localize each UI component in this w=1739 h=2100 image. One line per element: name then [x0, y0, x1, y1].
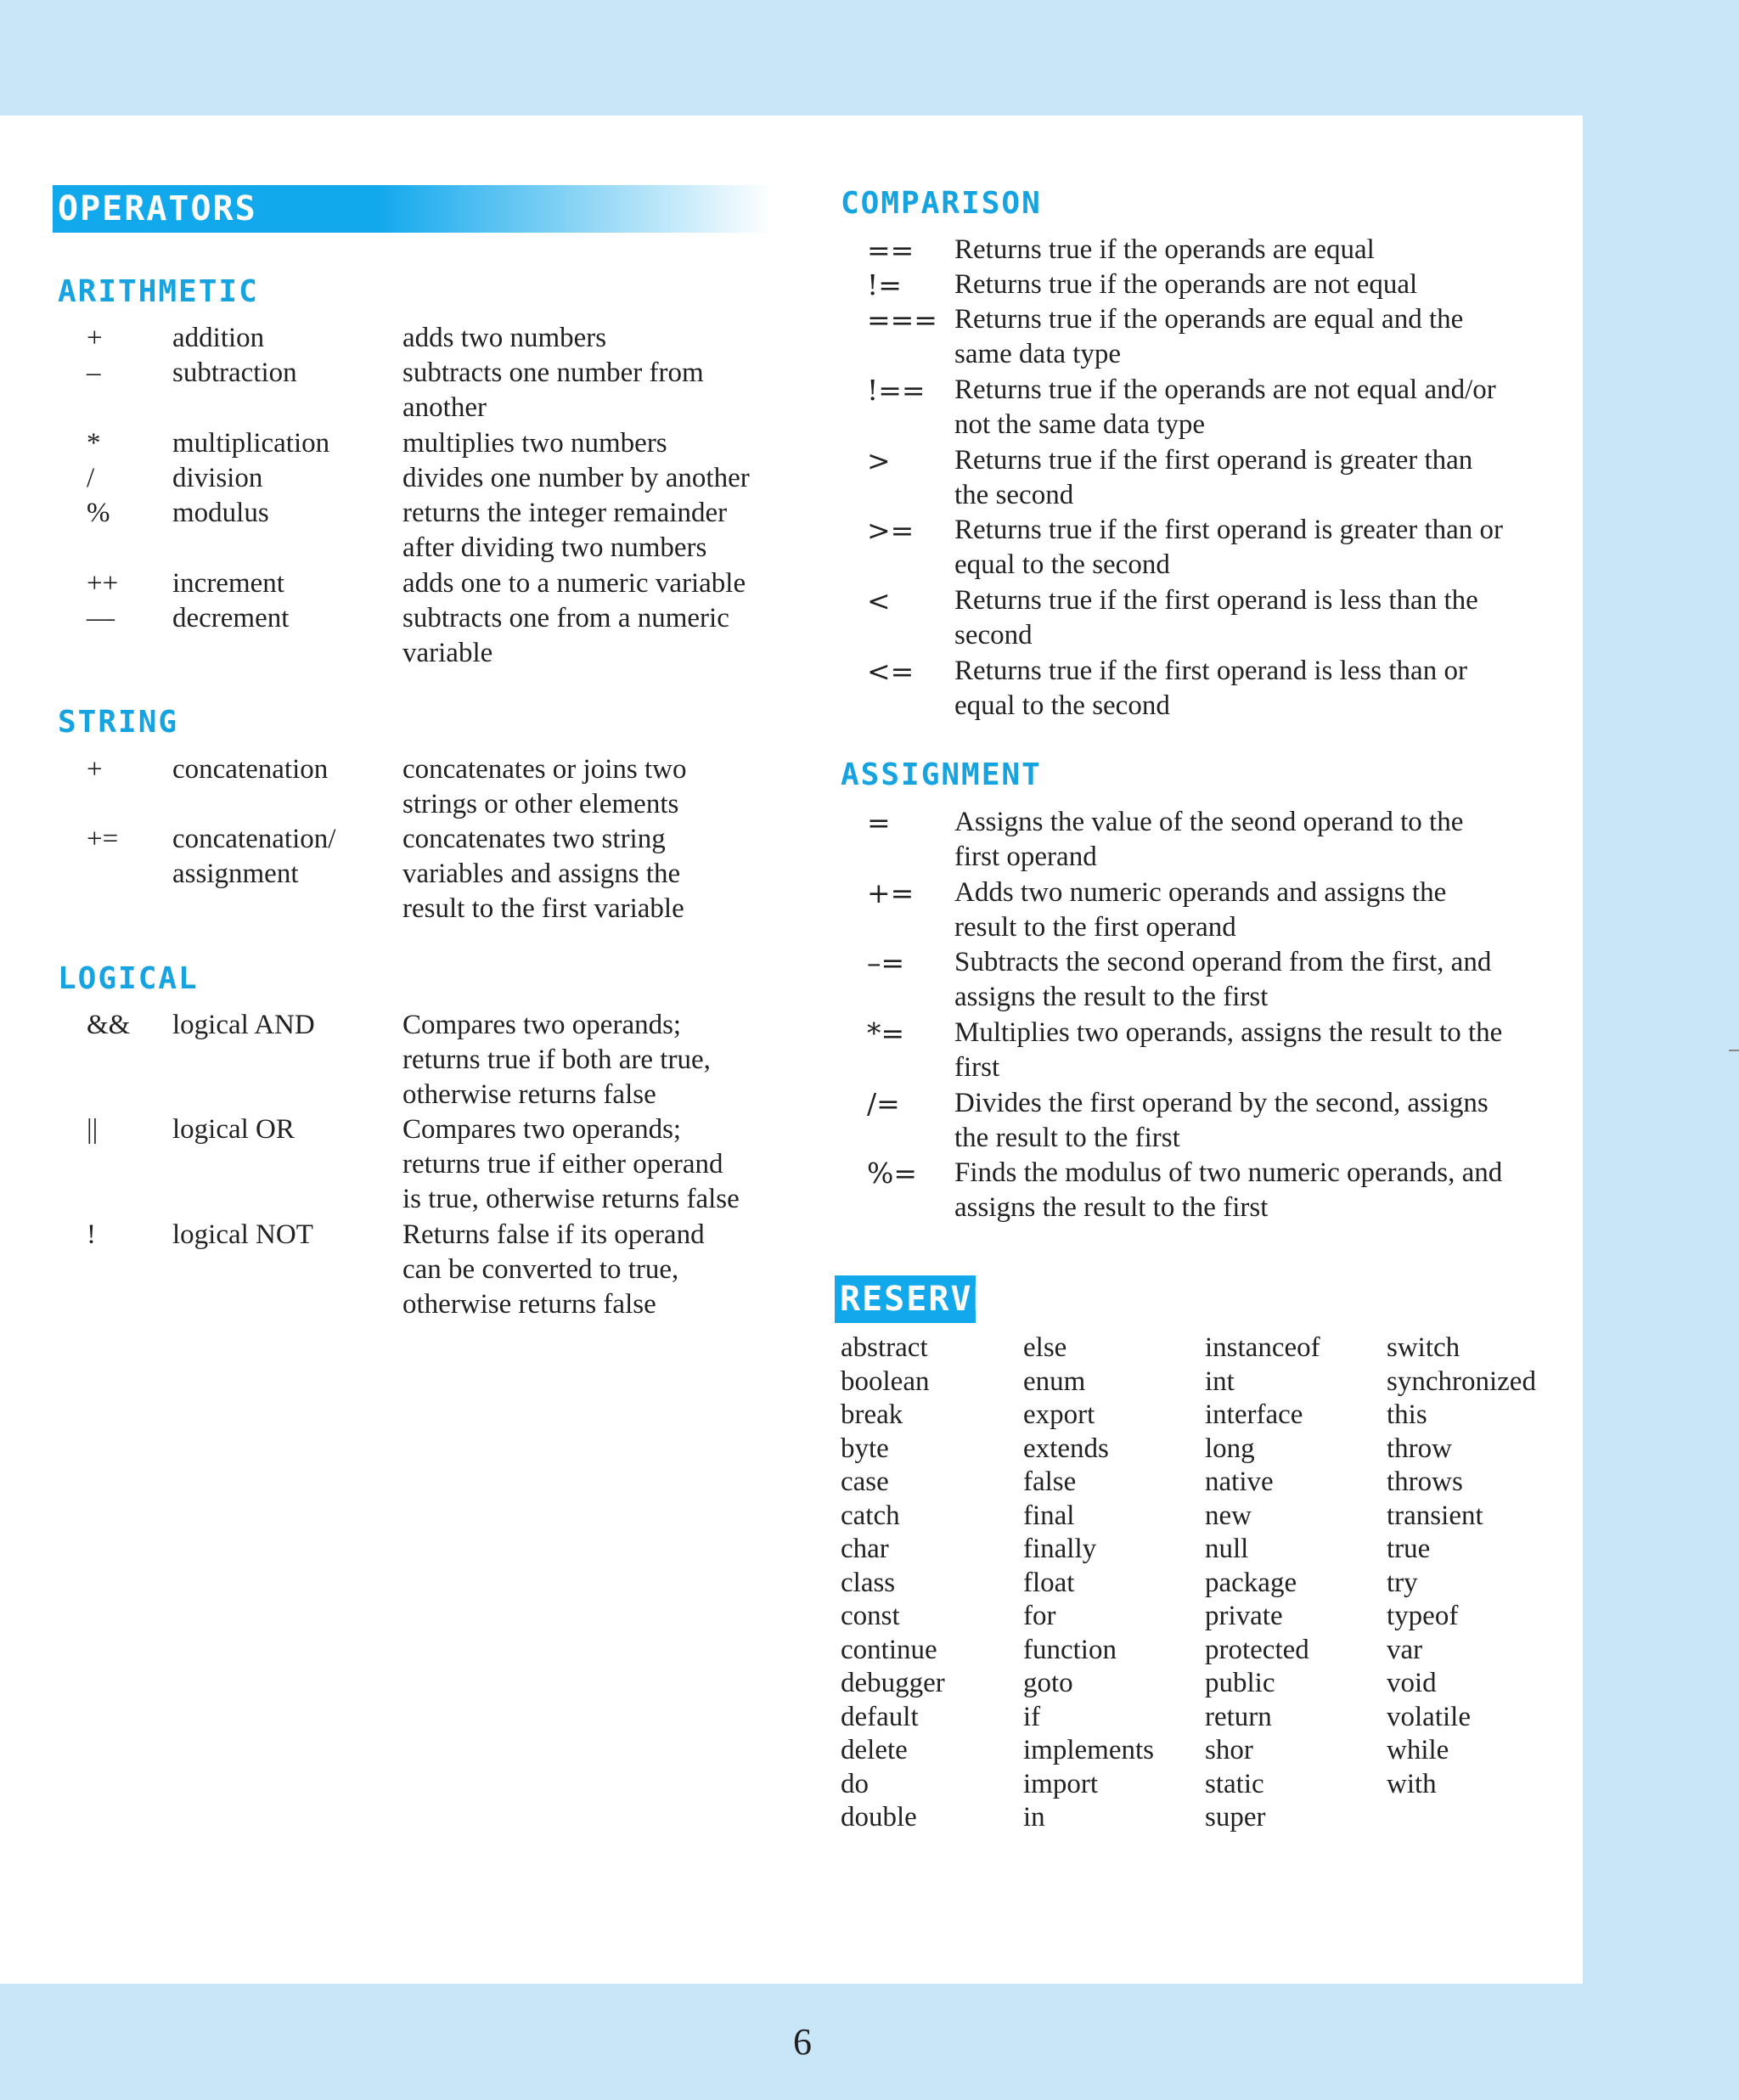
- list-item: return: [1205, 1701, 1272, 1732]
- list-item: finally: [1023, 1534, 1097, 1564]
- list-item: export: [1023, 1399, 1095, 1430]
- list-item: float: [1023, 1567, 1075, 1598]
- list-item: try: [1387, 1567, 1418, 1598]
- list-item: throw: [1387, 1433, 1452, 1464]
- list-item: protected: [1205, 1634, 1309, 1665]
- list-item: long: [1205, 1433, 1255, 1464]
- operator-name: concatenation: [172, 754, 329, 785]
- list-item: catch: [841, 1500, 900, 1531]
- operator-symbol: +=: [867, 876, 915, 909]
- operator-symbol: ==: [867, 234, 915, 267]
- operator-symbol: !: [87, 1219, 96, 1250]
- operator-symbol: !==: [867, 374, 926, 407]
- list-item: with: [1387, 1768, 1437, 1799]
- operator-description: adds one to a numeric variable: [402, 568, 746, 599]
- list-item: shor: [1205, 1735, 1253, 1765]
- list-item: extends: [1023, 1433, 1109, 1464]
- reserved-words-banner: [835, 1275, 1151, 1323]
- operator-description: adds two numbers: [402, 323, 607, 353]
- operator-description: Returns true if the operands are equal and the same data type: [954, 304, 1464, 369]
- operator-symbol: –=: [867, 946, 905, 979]
- operator-symbol: *: [87, 428, 101, 459]
- operator-description: returns the integer remainder after dividing two numbers: [402, 498, 728, 563]
- list-item: interface: [1205, 1399, 1303, 1430]
- list-item: this: [1387, 1399, 1427, 1430]
- operator-description: concatenates two string variables and assigns the result to the first variable: [402, 824, 684, 924]
- list-item: else: [1023, 1332, 1067, 1363]
- list-item: byte: [841, 1433, 889, 1464]
- operator-description: Finds the modulus of two numeric operands, and assigns the result to the first: [954, 1157, 1503, 1223]
- reserved-words-column-2: [1023, 1332, 1154, 1835]
- list-item: super: [1205, 1802, 1266, 1833]
- operator-description: Multiplies two operands, assigns the result to the first: [954, 1017, 1503, 1083]
- operator-symbol: !=: [867, 268, 902, 301]
- list-item: switch: [1387, 1332, 1460, 1363]
- list-item: goto: [1023, 1668, 1073, 1698]
- list-item: break: [841, 1399, 903, 1430]
- operator-symbol: <: [867, 584, 891, 617]
- operator-symbol: +: [87, 323, 103, 353]
- operators-banner: [53, 185, 773, 233]
- list-item: void: [1387, 1668, 1437, 1698]
- list-item: import: [1023, 1768, 1098, 1799]
- assignment-heading: ASSIGNMENT: [841, 757, 1042, 792]
- operator-description: Returns true if the first operand is less than the second: [954, 585, 1478, 650]
- operator-symbol: %=: [867, 1157, 918, 1190]
- operator-symbol: ++: [87, 568, 119, 599]
- operator-symbol: <=: [867, 655, 915, 688]
- operator-name: division: [172, 463, 263, 493]
- operator-symbol: >: [867, 444, 891, 477]
- list-item: abstract: [841, 1332, 928, 1363]
- operator-symbol: ||: [87, 1114, 98, 1145]
- list-item: private: [1205, 1601, 1283, 1631]
- list-item: case: [841, 1467, 889, 1497]
- list-item: new: [1205, 1500, 1252, 1531]
- operator-symbol: *=: [867, 1016, 905, 1050]
- list-item: implements: [1023, 1735, 1154, 1765]
- list-item: static: [1205, 1768, 1264, 1799]
- operator-name: subtraction: [172, 358, 297, 388]
- operator-description: Returns false if its operand can be converted to true, otherwise returns false: [402, 1219, 705, 1320]
- list-item: char: [841, 1534, 889, 1564]
- operator-name: concatenation/ assignment: [172, 824, 336, 889]
- operator-name: increment: [172, 568, 284, 599]
- list-item: public: [1205, 1668, 1275, 1698]
- list-item: int: [1205, 1365, 1235, 1397]
- operator-description: Divides the first operand by the second, assigns the result to the first: [954, 1088, 1489, 1153]
- list-item: if: [1023, 1701, 1041, 1732]
- list-item: in: [1023, 1802, 1045, 1833]
- operator-description: Subtracts the second operand from the first, and assigns the result to the first: [954, 947, 1492, 1012]
- comparison-heading: COMPARISON: [841, 186, 1042, 221]
- list-item: delete: [841, 1735, 908, 1765]
- list-item: synchronized: [1387, 1365, 1536, 1397]
- list-item: const: [841, 1601, 900, 1631]
- operator-description: Assigns the value of the seond operand to the first operand: [954, 807, 1464, 872]
- list-item: while: [1387, 1735, 1449, 1765]
- operator-symbol: +: [87, 754, 103, 785]
- operator-description: Compares two operands; returns true if both are true, otherwise returns false: [402, 1010, 711, 1110]
- list-item: for: [1023, 1601, 1056, 1631]
- list-item: package: [1205, 1567, 1297, 1598]
- operator-symbol: &&: [87, 1010, 131, 1040]
- operator-symbol: +=: [87, 824, 119, 854]
- page-number: 6: [793, 2021, 812, 2063]
- list-item: debugger: [841, 1668, 945, 1698]
- operator-description: Returns true if the first operand is greater than or equal to the second: [954, 515, 1504, 580]
- operator-name: addition: [172, 323, 265, 353]
- list-item: class: [841, 1567, 896, 1598]
- operator-symbol: /: [87, 463, 95, 493]
- operator-symbol: >=: [867, 514, 915, 547]
- operator-description: concatenates or joins two strings or other elements: [402, 754, 687, 819]
- string-heading: STRING: [58, 705, 179, 740]
- list-item: transient: [1387, 1500, 1483, 1531]
- operator-description: subtracts one from a numeric variable: [402, 603, 729, 668]
- operator-name: logical NOT: [172, 1219, 313, 1250]
- list-item: null: [1205, 1534, 1249, 1564]
- list-item: double: [841, 1802, 917, 1833]
- arithmetic-heading: ARITHMETIC: [58, 274, 259, 309]
- list-item: native: [1205, 1467, 1274, 1497]
- operator-symbol: %: [87, 498, 110, 528]
- list-item: enum: [1023, 1365, 1086, 1397]
- operator-description: subtracts one number from another: [402, 358, 704, 423]
- list-item: instanceof: [1205, 1332, 1320, 1363]
- operator-symbol: ===: [867, 303, 937, 336]
- list-item: typeof: [1387, 1601, 1459, 1631]
- list-item: throws: [1387, 1467, 1463, 1497]
- reserved-words-title: RESERVED WORDS: [840, 1280, 1151, 1319]
- operator-description: multiplies two numbers: [402, 428, 667, 459]
- operator-symbol: –: [87, 358, 101, 388]
- list-item: default: [841, 1701, 919, 1732]
- operator-description: Returns true if the first operand is greater than the second: [954, 445, 1473, 510]
- operators-title: OPERATORS: [58, 189, 257, 228]
- operator-description: Returns true if the first operand is less than or equal to the second: [954, 656, 1467, 721]
- operator-description: divides one number by another: [402, 463, 750, 493]
- list-item: volatile: [1387, 1701, 1471, 1732]
- page: [0, 115, 1583, 2063]
- operator-name: modulus: [172, 498, 269, 528]
- operator-description: Adds two numeric operands and assigns the result to the first operand: [954, 877, 1447, 943]
- operator-description: Returns true if the operands are not equal and/or not the same data type: [954, 374, 1496, 440]
- reserved-words-column-4: [1387, 1332, 1536, 1801]
- operator-description: Compares two operands; returns true if either operand is true, otherwise returns false: [402, 1114, 740, 1214]
- list-item: function: [1023, 1634, 1117, 1665]
- operator-name: logical OR: [172, 1114, 295, 1145]
- reserved-words-column-1: [841, 1332, 945, 1835]
- operator-symbol: =: [867, 806, 891, 839]
- operator-name: decrement: [172, 603, 290, 633]
- list-item: continue: [841, 1634, 937, 1665]
- edge-tick-mark: [1729, 1050, 1739, 1051]
- operator-name: multiplication: [172, 428, 330, 459]
- operator-name: logical AND: [172, 1010, 315, 1040]
- reserved-words-column-3: [1205, 1332, 1320, 1835]
- operator-description: Returns true if the operands are equal: [954, 234, 1375, 265]
- list-item: final: [1023, 1500, 1075, 1531]
- operator-description: Returns true if the operands are not equal: [954, 269, 1418, 300]
- list-item: do: [841, 1768, 869, 1799]
- list-item: var: [1387, 1634, 1423, 1665]
- list-item: true: [1387, 1534, 1431, 1564]
- list-item: boolean: [841, 1365, 930, 1397]
- operator-symbol: /=: [867, 1087, 900, 1120]
- operator-symbol: —: [87, 603, 115, 633]
- list-item: false: [1023, 1467, 1077, 1497]
- logical-heading: LOGICAL: [58, 961, 199, 996]
